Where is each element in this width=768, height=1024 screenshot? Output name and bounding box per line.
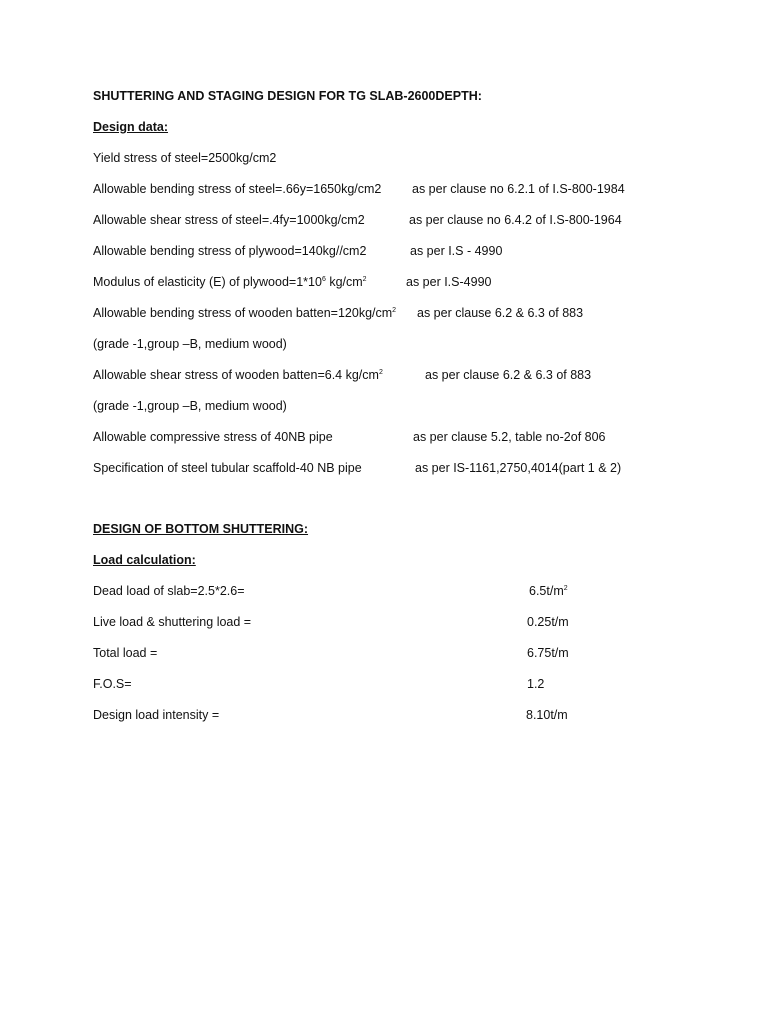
design-row-yield-stress: Yield stress of steel=2500kg/cm2 (93, 151, 277, 165)
design-row-shear-batten (93, 369, 383, 382)
bending-batten-text: Allowable bending stress of wooden batten=120kg/cm (93, 306, 393, 320)
design-row-bending-plywood-ref: as per I.S - 4990 (410, 244, 503, 258)
load-total-value: 6.75t/m (527, 646, 569, 660)
shear-batten-text: Allowable shear stress of wooden batten=6.4 kg/cm (93, 368, 379, 382)
modulus-text: Modulus of elasticity (E) of plywood=1*10 (93, 275, 322, 289)
load-live-value: 0.25t/m (527, 615, 569, 629)
load-fos-value: 1.2 (527, 677, 545, 691)
design-row-bending-steel-ref: as per clause no 6.2.1 of I.S-800-1984 (412, 182, 625, 196)
load-dead-value (529, 585, 568, 598)
design-row-batten-grade-2: (grade -1,group –B, medium wood) (93, 399, 287, 413)
design-row-shear-steel-ref: as per clause no 6.4.2 of I.S-800-1964 (409, 213, 622, 227)
design-row-bending-steel: Allowable bending stress of steel=.66y=1650kg/cm2 (93, 182, 382, 196)
load-live-label: Live load & shuttering load = (93, 615, 252, 629)
design-row-scaffold-spec-ref: as per IS-1161,2750,4014(part 1 & 2) (415, 461, 622, 475)
design-row-batten-grade-1: (grade -1,group –B, medium wood) (93, 337, 287, 351)
modulus-unit-exponent: 2 (362, 276, 367, 283)
shear-batten-exponent: 2 (378, 369, 383, 376)
design-row-modulus-plywood-ref: as per I.S-4990 (406, 275, 492, 289)
bending-batten-exponent: 2 (392, 307, 397, 314)
design-row-bending-batten (93, 307, 396, 320)
design-row-compressive-pipe-ref: as per clause 5.2, table no-2of 806 (413, 430, 606, 444)
load-dead-label: Dead load of slab=2.5*2.6= (93, 584, 245, 598)
modulus-exponent: 6 (321, 276, 326, 283)
design-row-scaffold-spec: Specification of steel tubular scaffold-40 NB pipe (93, 461, 362, 475)
load-total-label: Total load = (93, 646, 158, 660)
design-row-shear-batten-ref: as per clause 6.2 & 6.3 of 883 (425, 368, 592, 382)
design-data-heading: Design data: (93, 120, 169, 134)
document-title: SHUTTERING AND STAGING DESIGN FOR TG SLAB-2600DEPTH: (93, 89, 482, 103)
design-row-shear-steel: Allowable shear stress of steel=.4fy=1000kg/cm2 (93, 213, 365, 227)
load-dead-value-exponent: 2 (563, 585, 568, 592)
design-row-compressive-pipe: Allowable compressive stress of 40NB pipe (93, 430, 333, 444)
design-row-bending-batten-ref: as per clause 6.2 & 6.3 of 883 (417, 306, 584, 320)
load-calculation-heading: Load calculation: (93, 553, 196, 567)
modulus-unit: kg/cm (325, 275, 363, 289)
design-row-bending-plywood: Allowable bending stress of plywood=140kg//cm2 (93, 244, 367, 258)
load-design-intensity-label: Design load intensity = (93, 708, 220, 722)
design-row-modulus-plywood (93, 276, 367, 289)
load-fos-label: F.O.S= (93, 677, 132, 691)
bottom-shuttering-heading: DESIGN OF BOTTOM SHUTTERING: (93, 522, 309, 536)
load-design-intensity-value: 8.10t/m (526, 708, 568, 722)
load-dead-value-text: 6.5t/m (529, 584, 564, 598)
